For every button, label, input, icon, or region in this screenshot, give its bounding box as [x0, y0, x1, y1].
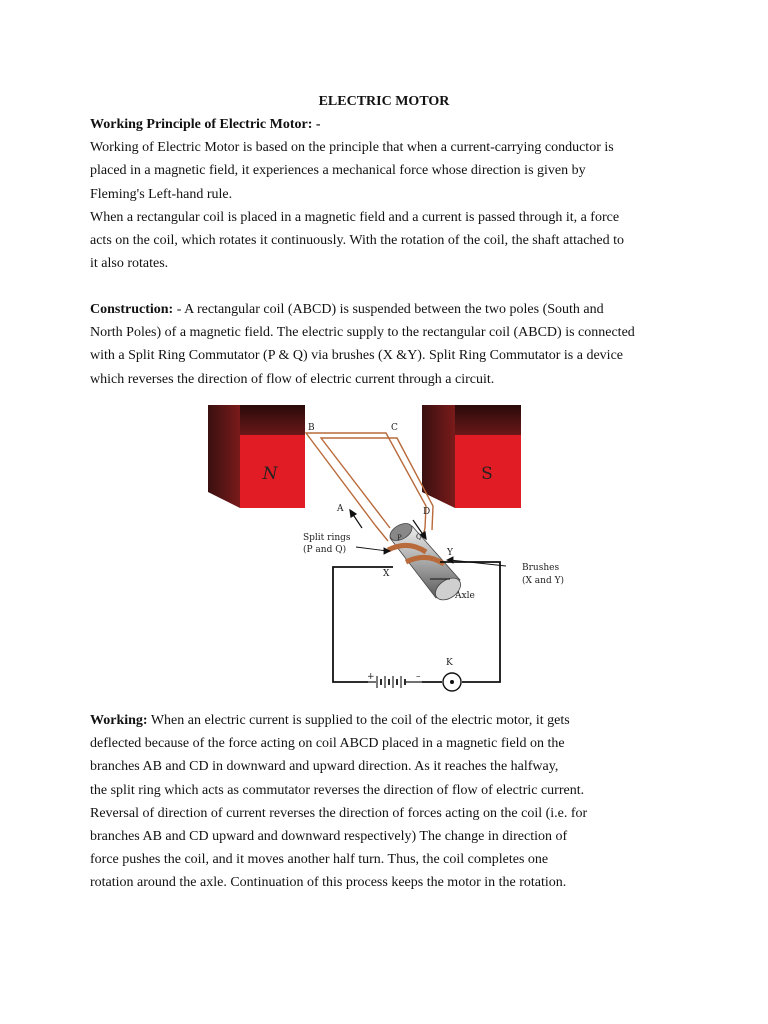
coil-inner — [321, 438, 433, 530]
label-y: Y — [447, 548, 453, 558]
construction-first-line — [90, 298, 730, 321]
circuit-wires — [333, 562, 500, 682]
principle-line: acts on the coil, which rotates it continuously. With the rotation of the coil, the shaft attached to — [90, 233, 625, 249]
page-title: ELECTRIC MOTOR — [318, 94, 450, 109]
label-b: B — [308, 423, 315, 433]
coil-lead-a — [375, 525, 388, 541]
key-switch-dot — [450, 680, 454, 684]
battery-plus-label: + — [367, 672, 375, 682]
principle-line: it also rotates. — [90, 256, 169, 272]
label-q: Q — [416, 533, 422, 541]
construction-heading: Construction: — [90, 302, 174, 317]
axle-label: Axle — [455, 591, 475, 601]
working-line: deflected because of the force acting on coil ABCD placed in a magnetic field on the — [90, 736, 565, 752]
brushes-label-line1: Brushes — [522, 563, 560, 573]
label-p: P — [397, 534, 402, 542]
principle-section — [90, 113, 730, 275]
working-line: force pushes the coil, and it moves another half turn. Thus, the coil completes one — [90, 852, 549, 868]
electric-motor-diagram — [200, 400, 590, 692]
coil-abcd — [306, 433, 433, 541]
construction-line: which reverses the direction of flow of electric current through a circuit. — [90, 371, 495, 387]
label-c: C — [391, 423, 398, 433]
working-section — [90, 709, 730, 895]
working-heading: Working: — [90, 713, 148, 728]
principle-line: When a rectangular coil is placed in a magnetic field and a current is passed through it, a force — [90, 209, 620, 225]
label-a: A — [337, 504, 344, 514]
working-first-line — [90, 709, 730, 732]
principle-line: placed in a magnetic field, it experiences a mechanical force whose direction is given by — [90, 163, 586, 179]
construction-first-line-text: - A rectangular coil (ABCD) is suspended between the two poles (South and — [173, 302, 604, 317]
construction-line: with a Split Ring Commutator (P & Q) via brushes (X &Y). Split Ring Commutator is a device — [90, 348, 623, 364]
label-d: D — [423, 507, 431, 517]
north-magnet-side — [208, 405, 240, 508]
north-magnet — [208, 405, 305, 508]
construction-section — [90, 298, 730, 391]
south-magnet-side — [422, 405, 455, 508]
circuit-wire-left — [333, 567, 393, 682]
split-rings-label-line1: Split rings — [303, 533, 351, 543]
working-line: rotation around the axle. Continuation of this process keeps the motor in the rotation. — [90, 875, 567, 891]
south-magnet — [422, 405, 521, 508]
brushes-label-line2: (X and Y) — [522, 576, 565, 586]
battery — [368, 676, 422, 688]
split-rings-pointer — [356, 547, 387, 551]
label-x: X — [383, 569, 390, 579]
working-line: the split ring which acts as commutator reverses the direction of flow of electric current. — [90, 782, 585, 798]
working-line: Reversal of direction of current reverses the direction of forces acting on the coil (i.e. for — [90, 805, 588, 821]
working-line: branches AB and CD in downward and upward direction. As it reaches the halfway, — [90, 759, 559, 775]
brushes-pointer — [450, 560, 506, 566]
label-k: K — [446, 658, 453, 668]
north-pole-label: N — [262, 464, 278, 484]
principle-line: Fleming's Left-hand rule. — [90, 186, 233, 202]
principle-heading: Working Principle of Electric Motor: - — [90, 117, 321, 132]
force-arrowhead-ab — [350, 510, 356, 517]
construction-line: North Poles) of a magnetic field. The electric supply to the rectangular coil (ABCD) is connected — [90, 325, 635, 341]
principle-line: Working of Electric Motor is based on the principle that when a current-carrying conductor is — [90, 140, 614, 156]
split-rings-label-line2: (P and Q) — [303, 545, 347, 555]
working-line: branches AB and CD upward and downward respectively) The change in direction of — [90, 829, 568, 845]
battery-minus-label: – — [416, 672, 421, 682]
coil-outer — [306, 433, 426, 528]
south-pole-label: S — [481, 464, 493, 484]
working-first-line-text: When an electric current is supplied to the coil of the electric motor, it gets — [147, 713, 570, 728]
